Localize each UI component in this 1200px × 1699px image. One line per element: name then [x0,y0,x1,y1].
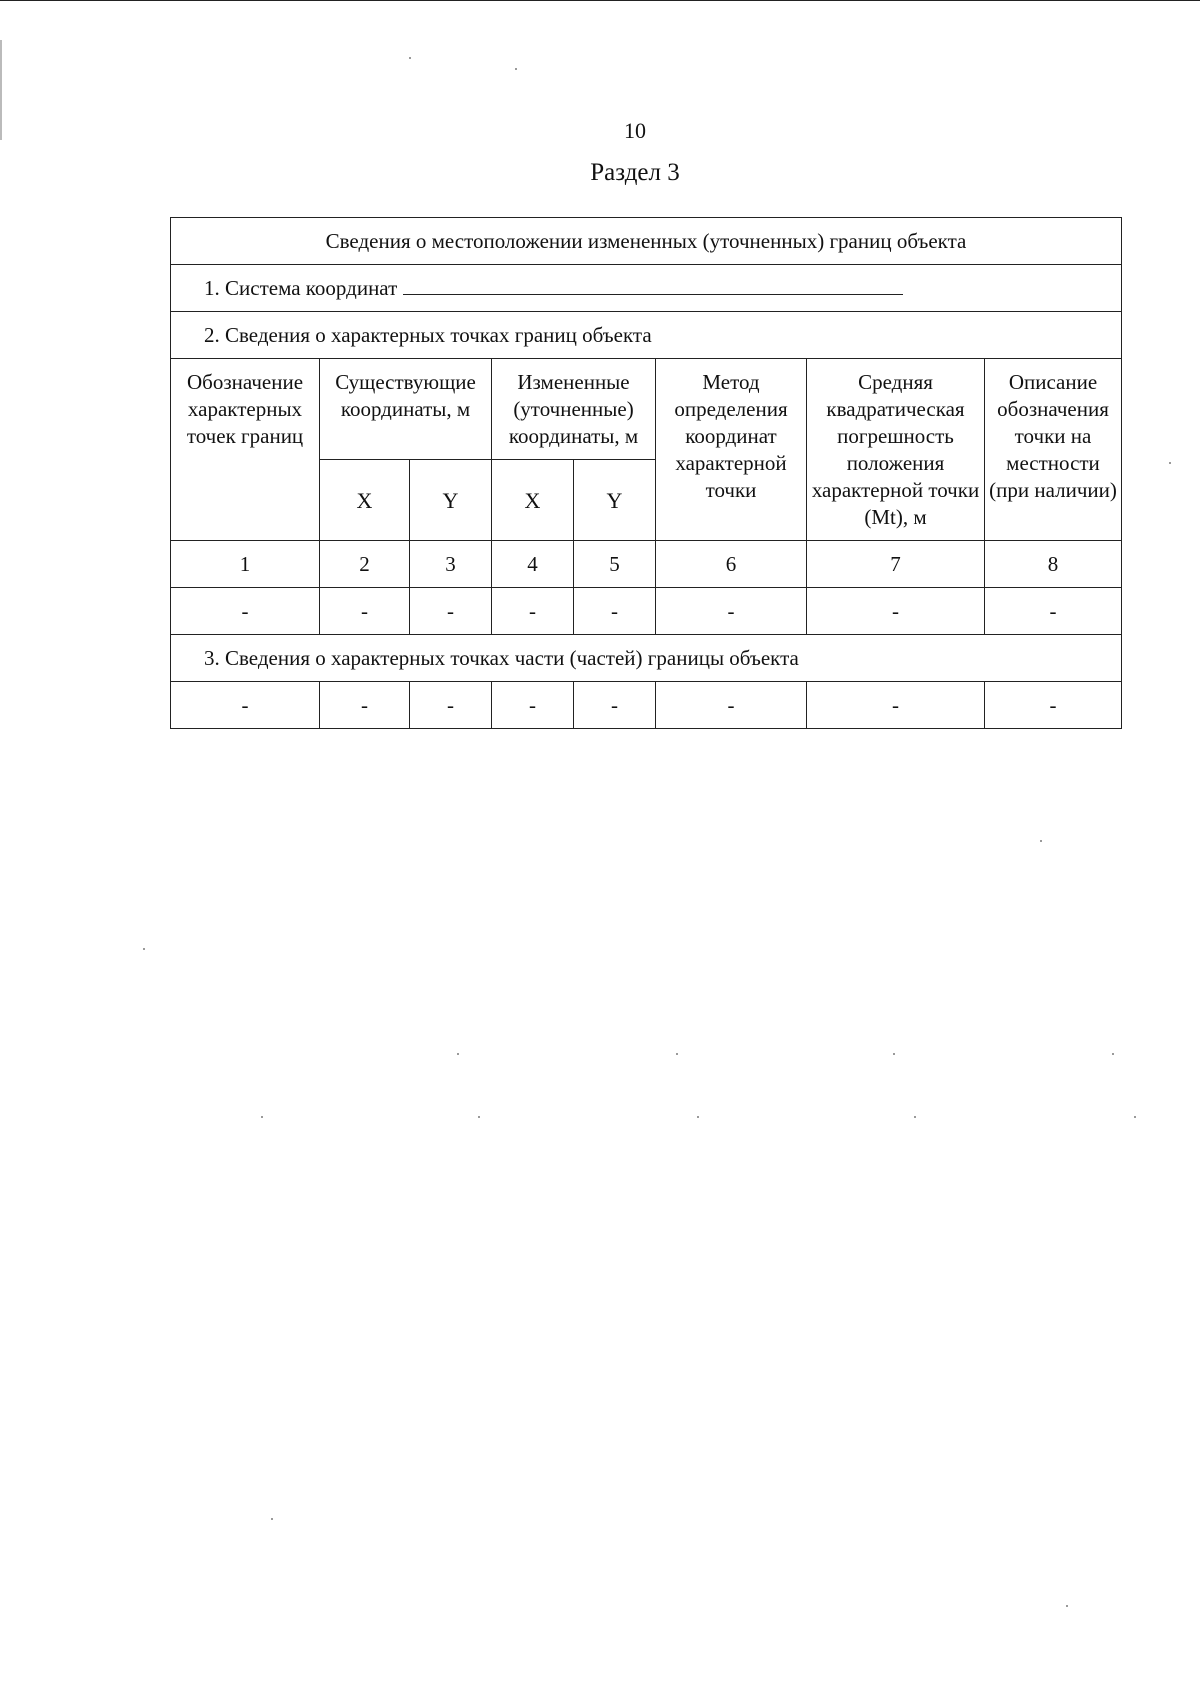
boundary-table [170,217,1122,729]
boundary-points-label: 2. Сведения о характерных точках границ объекта [171,312,1122,359]
table-cell: - [410,588,492,635]
subheader-existing-x: X [320,460,410,541]
column-number: 6 [656,541,807,588]
scan-speck [1134,1116,1136,1118]
subheader-changed-y: Y [574,460,656,541]
table-cell: - [985,588,1122,635]
header-changed-coords: Измененные (уточненные) координаты, м [492,359,656,460]
scan-top-edge [0,0,1200,1]
column-number: 3 [410,541,492,588]
scan-speck [271,1518,273,1520]
scan-speck [261,1116,263,1118]
scan-speck [409,57,411,59]
table-cell: - [171,682,320,729]
table-cell: - [656,682,807,729]
scan-speck [1040,840,1042,842]
scan-speck [515,68,517,70]
table-cell: - [807,682,985,729]
table-cell: - [492,588,574,635]
table-title: Сведения о местоположении измененных (уточненных) границ объекта [171,218,1122,265]
scan-speck [143,948,145,950]
table-cell: - [807,588,985,635]
scan-speck [478,1116,480,1118]
table-cell: - [410,682,492,729]
column-number: 8 [985,541,1122,588]
scan-speck [914,1116,916,1118]
column-number: 5 [574,541,656,588]
subheader-existing-y: Y [410,460,492,541]
table-cell: - [656,588,807,635]
scan-speck [676,1053,678,1055]
header-error: Средняя квадратическая погрешность положения характерной точки (Mt), м [807,359,985,541]
header-description: Описание обозначения точки на местности (при наличии) [985,359,1122,541]
column-number: 7 [807,541,985,588]
table-cell: - [574,588,656,635]
scan-speck [457,1053,459,1055]
section-title: Раздел 3 [590,159,680,186]
header-existing-coords: Существующие координаты, м [320,359,492,460]
table-cell: - [320,588,410,635]
table-cell: - [492,682,574,729]
coord-system-label: 1. Система координат [204,276,398,300]
scan-speck [1112,1053,1114,1055]
subheader-changed-x: X [492,460,574,541]
header-point-designation: Обозначение характерных точек границ [171,359,320,541]
scan-speck [893,1053,895,1055]
column-number: 4 [492,541,574,588]
coord-system-blank [403,274,903,295]
coord-system-row [171,265,1122,312]
column-number: 2 [320,541,410,588]
scan-speck [697,1116,699,1118]
column-number: 1 [171,541,320,588]
scan-speck [1066,1605,1068,1607]
scan-speck [1169,462,1171,464]
table-cell: - [574,682,656,729]
table-cell: - [320,682,410,729]
table-cell: - [171,588,320,635]
page-number: 10 [624,118,646,143]
table-cell: - [985,682,1122,729]
header-method: Метод определения координат характерной точки [656,359,807,541]
part-points-label: 3. Сведения о характерных точках части (частей) границы объекта [171,635,1122,682]
